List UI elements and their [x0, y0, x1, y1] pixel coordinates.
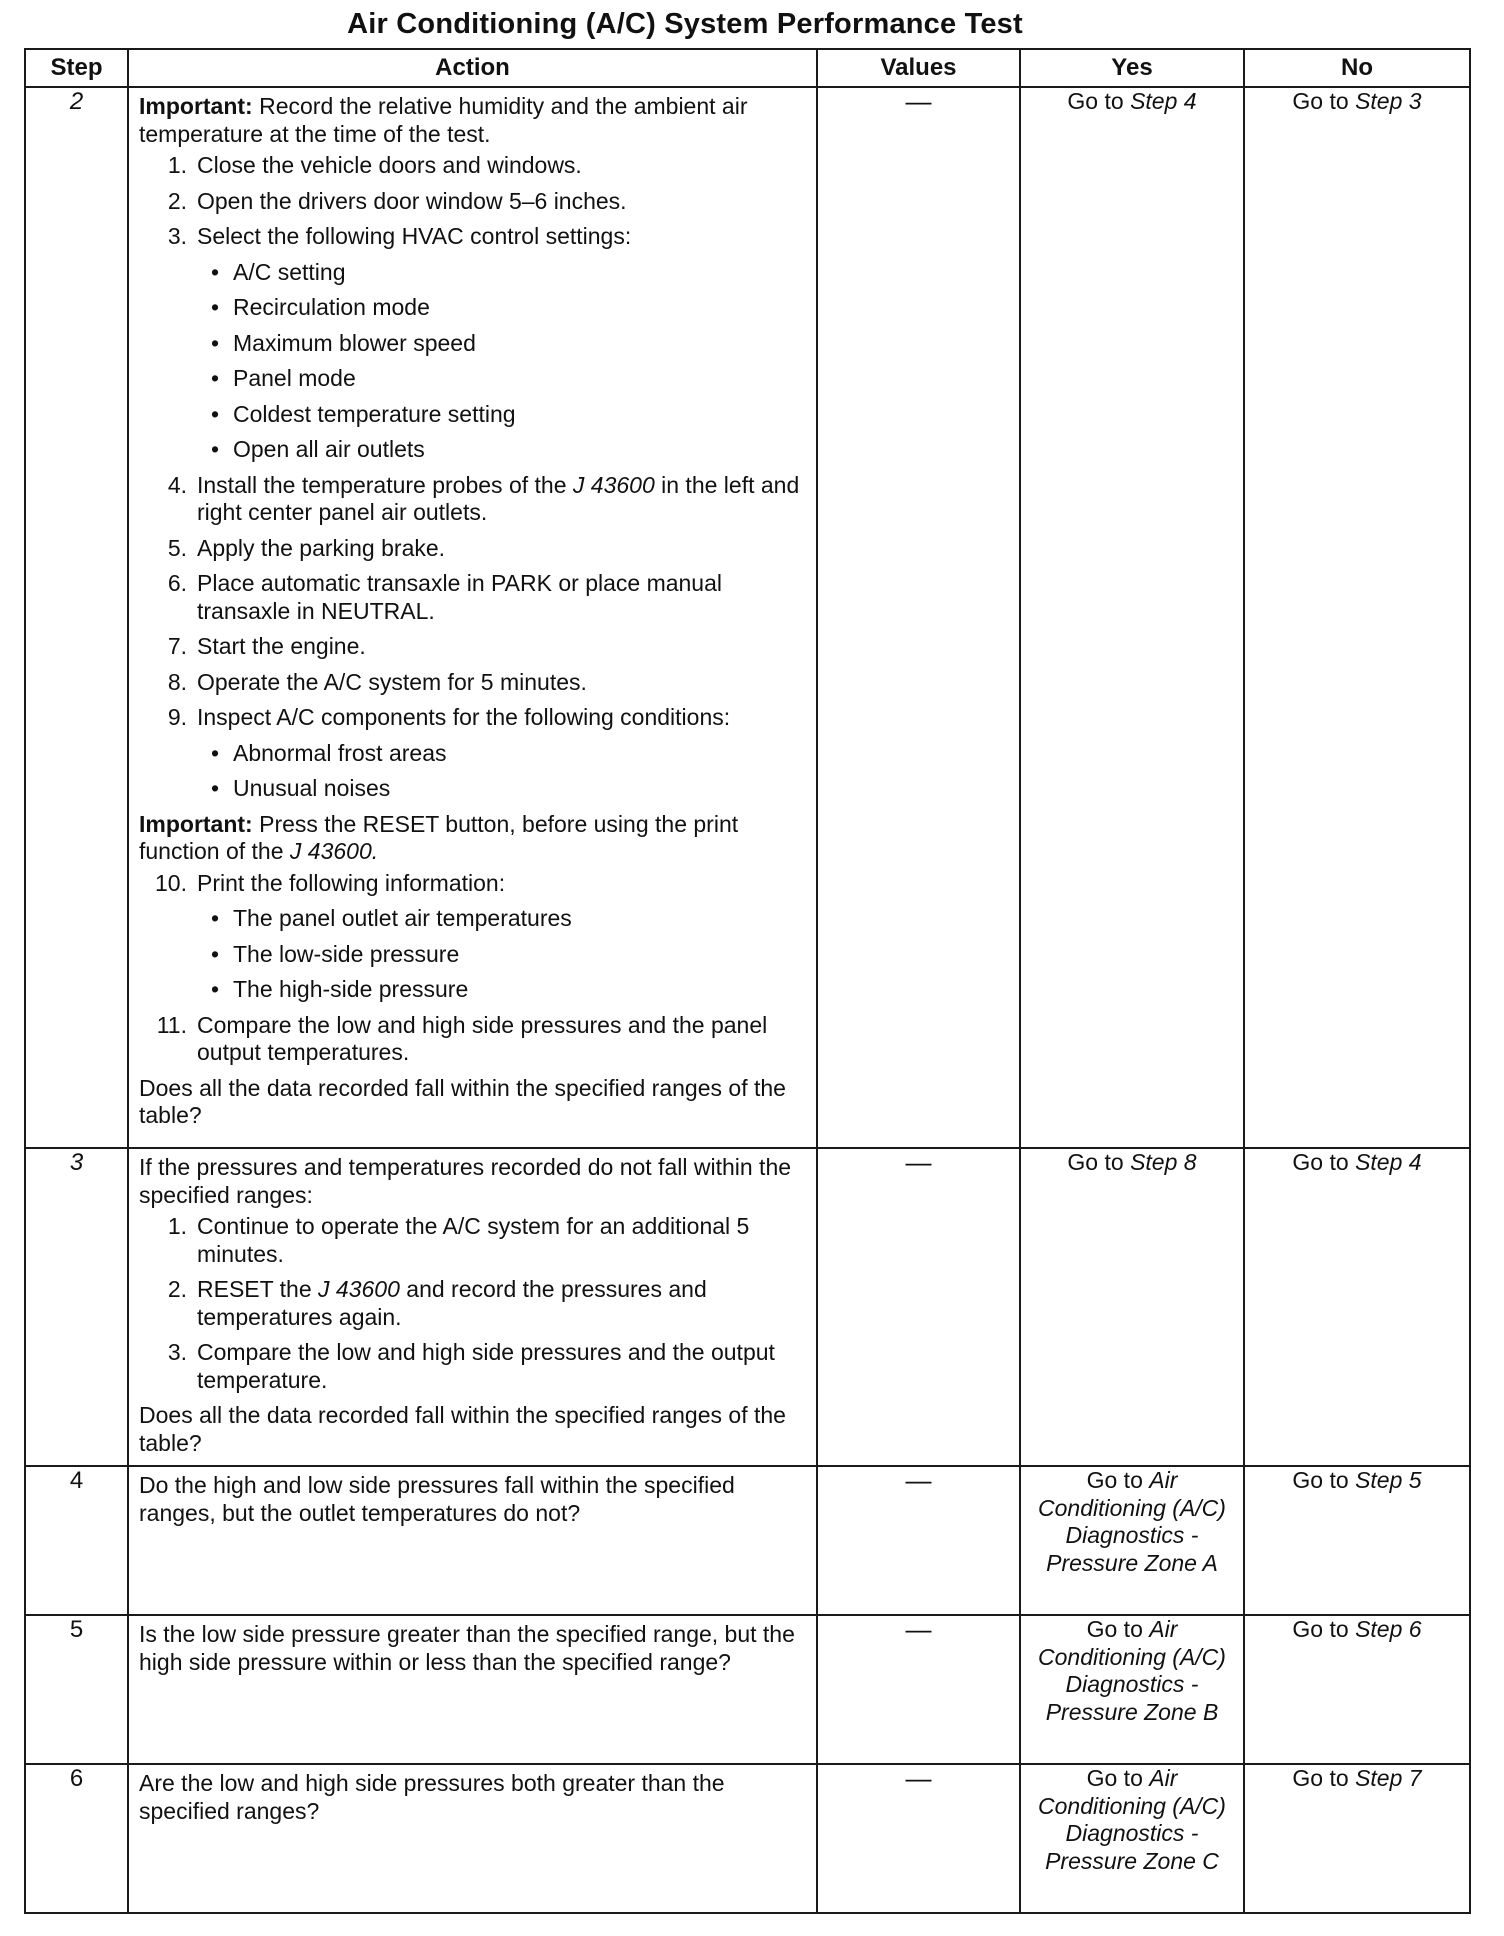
action-cell [128, 1466, 817, 1615]
list-item: 4. Install the temperature probes of the J 43600 in the left and right center panel air outlets. [167, 471, 800, 525]
yes-cell: Go to Air Conditioning (A/C) Diagnostics - Pressure Zone A [1020, 1466, 1244, 1615]
step-link[interactable]: Step 6 [1355, 1616, 1422, 1642]
header-row [25, 49, 1470, 87]
table-row [25, 1615, 1470, 1764]
yes-cell: Go to Air Conditioning (A/C) Diagnostics - Pressure Zone B [1020, 1615, 1244, 1764]
values-cell: — [817, 1466, 1020, 1615]
list-item: 3. Compare the low and high side pressures and the output temperature. [167, 1339, 775, 1393]
list-item: 6. Place automatic transaxle in PARK or place manual transaxle in NEUTRAL. [167, 570, 723, 624]
bullet-list [197, 905, 806, 1004]
list-item: 11. Compare the low and high side pressures and the panel output temperatures. [156, 1011, 768, 1065]
values-cell: — [817, 1148, 1020, 1466]
step-link[interactable]: Step 5 [1355, 1467, 1422, 1493]
list-item: 2. RESET the J 43600 and record the pressures and temperatures again. [167, 1276, 707, 1330]
step-number: 3 [25, 1148, 128, 1466]
no-cell: Go to Step 7 [1244, 1764, 1470, 1913]
list-item: 5. Apply the parking brake. [167, 534, 446, 561]
header-values: Values [817, 49, 1020, 87]
table-row [25, 87, 1470, 1148]
step-link[interactable]: Step 7 [1355, 1765, 1422, 1791]
bullet-item: • Unusual noises [197, 775, 806, 803]
question-text: Are the low and high side pressures both greater than the specified ranges? [139, 1770, 725, 1824]
yes-cell: Go to Step 4 [1020, 87, 1244, 1148]
list-item: 3. Select the following HVAC control settings: • A/C setting • Recirculation mode • Maximum blower speed • Panel mode • Coldest temperature setting • Open all air outlets [139, 223, 806, 464]
step-number: 5 [25, 1615, 128, 1764]
procedure-link[interactable]: Air [1149, 1616, 1178, 1642]
question-text: Does all the data recorded fall within the specified ranges of the table? [139, 1074, 786, 1128]
bullet-item: • Panel mode [197, 365, 806, 393]
procedure-link[interactable]: Air [1149, 1467, 1178, 1493]
bullet-list [197, 259, 806, 464]
question-text: Does all the data recorded fall within the specified ranges of the table? [139, 1402, 786, 1456]
step-number: 6 [25, 1764, 128, 1913]
header-no: No [1244, 49, 1470, 87]
header-step: Step [25, 49, 128, 87]
no-cell: Go to Step 4 [1244, 1148, 1470, 1466]
yes-cell: Go to Step 8 [1020, 1148, 1244, 1466]
no-cell: Go to Step 5 [1244, 1466, 1470, 1615]
table-row [25, 1466, 1470, 1615]
step-link[interactable]: Step 3 [1355, 88, 1422, 114]
tool-reference: J 43600 [318, 1276, 400, 1302]
bullet-list [197, 740, 806, 803]
bullet-item: • The low-side pressure [197, 941, 806, 969]
values-cell: — [817, 87, 1020, 1148]
instruction-list [139, 152, 806, 803]
instruction-list [139, 1213, 806, 1394]
question-text: Do the high and low side pressures fall within the specified ranges, but the outlet temperatures do not? [139, 1472, 735, 1526]
values-cell: — [817, 1615, 1020, 1764]
list-item: 8. Operate the A/C system for 5 minutes. [167, 668, 587, 695]
bullet-item: • Open all air outlets [197, 436, 806, 464]
step-link[interactable]: Step 8 [1130, 1149, 1197, 1175]
bullet-item: • A/C setting [197, 259, 806, 287]
header-yes: Yes [1020, 49, 1244, 87]
bullet-item: • Coldest temperature setting [197, 401, 806, 429]
action-cell [128, 87, 817, 1148]
step-number: 2 [25, 87, 128, 1148]
bullet-item: • Abnormal frost areas [197, 740, 806, 768]
tool-reference: J 43600 [572, 471, 655, 498]
no-cell: Go to Step 3 [1244, 87, 1470, 1148]
intro-text: If the pressures and temperatures recorded do not fall within the specified ranges: [139, 1154, 792, 1208]
header-action: Action [128, 49, 817, 87]
bullet-item: • Maximum blower speed [197, 330, 806, 358]
list-item: 10. Print the following information: • The panel outlet air temperatures • The low-side pressure • The high-side pressure [139, 870, 806, 1004]
step-link[interactable]: Step 4 [1130, 88, 1197, 114]
action-cell [128, 1764, 817, 1913]
table-row [25, 1148, 1470, 1466]
list-item: 7. Start the engine. [167, 633, 366, 659]
no-cell: Go to Step 6 [1244, 1615, 1470, 1764]
page-title: Air Conditioning (A/C) System Performance Test [347, 8, 1023, 40]
bullet-item: • Recirculation mode [197, 294, 806, 322]
tool-reference: J 43600. [289, 838, 379, 864]
procedure-link[interactable]: Air [1149, 1765, 1178, 1791]
procedure-table [24, 48, 1471, 1914]
list-item: 2. Open the drivers door window 5–6 inches. [167, 187, 627, 214]
list-item: 9. Inspect A/C components for the following conditions: • Abnormal frost areas • Unusual noises [139, 704, 806, 803]
list-item: 1. Close the vehicle doors and windows. [167, 152, 582, 178]
list-item: 1. Continue to operate the A/C system for an additional 5 minutes. [167, 1213, 750, 1267]
values-cell: — [817, 1764, 1020, 1913]
table-row [25, 1764, 1470, 1913]
question-text: Is the low side pressure greater than the specified range, but the high side pressure within or less than the specified range? [139, 1621, 795, 1675]
step-link[interactable]: Step 4 [1355, 1149, 1422, 1175]
instruction-list [139, 870, 806, 1067]
yes-cell: Go to Air Conditioning (A/C) Diagnostics - Pressure Zone C [1020, 1764, 1244, 1913]
important-note: Important: Press the RESET button, before using the print function of the J 43600. [139, 810, 739, 864]
bullet-item: • The high-side pressure [197, 976, 806, 1004]
important-note: Important: Record the relative humidity and the ambient air temperature at the time of the test. [139, 93, 748, 147]
bullet-item: • The panel outlet air temperatures [197, 905, 806, 933]
step-number: 4 [25, 1466, 128, 1615]
action-cell [128, 1615, 817, 1764]
action-cell [128, 1148, 817, 1466]
